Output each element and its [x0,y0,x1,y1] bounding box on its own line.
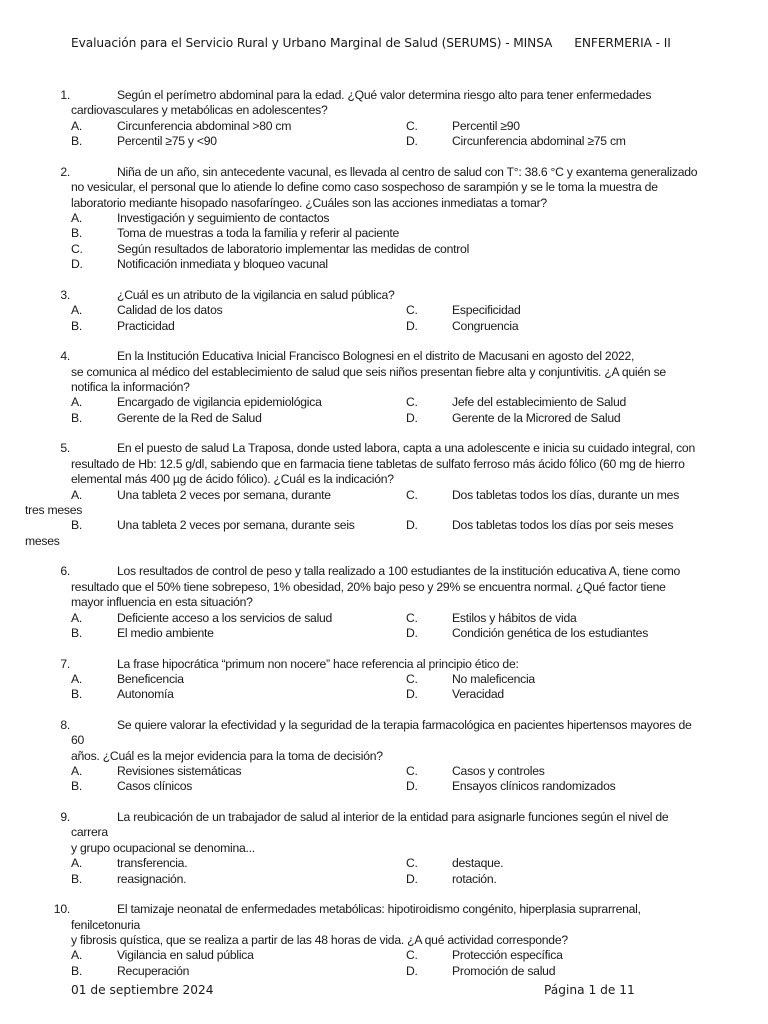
option-letter: B. [71,518,83,533]
option-letter: D. [406,963,418,978]
option-letter: B. [71,871,83,886]
option-letter: D. [406,687,418,702]
option-text: Vigilancia en salud pública [117,948,254,963]
option-letter: C. [406,303,418,318]
option-row [0,764,768,779]
answer-option[interactable] [406,948,563,963]
option-text: reasignación. [117,871,187,886]
option-letter: C. [406,948,418,963]
stem-text: elemental más 400 µg de ácido fólico). ¿Cuál es la indicación? [71,472,394,487]
question-number: 5. [60,441,70,456]
option-letter: B. [71,134,83,149]
option-letter: C. [71,241,83,256]
answer-option[interactable] [406,964,555,979]
option-letter: C. [406,764,418,779]
answer-option[interactable] [406,626,648,641]
options-group [0,303,768,334]
answer-option[interactable] [71,672,184,687]
option-text: Gerente de la Red de Salud [117,410,262,425]
option-row [0,257,768,272]
option-letter: A. [71,610,83,625]
answer-option[interactable] [406,303,521,318]
question-stem-line [71,841,701,856]
option-row [0,856,768,871]
option-letter: C. [406,610,418,625]
stem-text: En el puesto de salud La Traposa, donde usted labora, capta a una adolescente e inicia su cuidado integral, con [117,441,695,456]
option-letter: D. [406,318,418,333]
question-number: 8. [60,717,70,732]
option-text: Casos clínicos [117,779,193,794]
question-item [0,88,768,150]
stem-text: La reubicación de un trabajador de salud al interior de la entidad para asignarle funciones según el nivel de carrera [71,810,669,840]
stem-text: y grupo ocupacional se denomina... [71,840,255,855]
option-text-continued: tres meses [25,502,83,517]
question-stem-line [71,564,701,579]
option-row [0,672,768,687]
question-stem-line [71,457,701,472]
option-text: Deficiente acceso a los servicios de salud [117,610,333,625]
option-letter: C. [406,118,418,133]
question-item [0,810,768,887]
answer-option[interactable] [406,856,503,871]
option-text: Toma de muestras a toda la familia y referir al paciente [117,226,400,241]
question-stem-line [71,902,701,933]
stem-text: Niña de un año, sin antecedente vacunal, es llevada al centro de salud con T°: 38.6 °C y exantema generalizado [117,164,698,179]
option-row [0,134,768,149]
answer-option[interactable] [406,872,497,887]
option-letter: A. [71,671,83,686]
option-text: Jefe del establecimiento de Salud [452,395,627,410]
answer-option[interactable] [406,119,520,134]
question-stem [0,564,701,610]
option-text: Percentil ≥75 y <90 [117,134,217,149]
answer-option[interactable] [406,134,626,149]
option-letter: B. [71,687,83,702]
question-stem [0,657,701,672]
answer-option[interactable] [71,411,262,426]
option-text: Circunferencia abdominal >80 cm [117,118,292,133]
header-course: ENFERMERIA - II [574,36,671,50]
option-text: Condición genética de los estudiantes [452,625,649,640]
question-stem-line [71,749,701,764]
question-stem [0,165,701,211]
option-letter: A. [71,764,83,779]
stem-text: ¿Cuál es un atributo de la vigilancia en salud pública? [117,287,395,302]
option-row [0,626,768,641]
question-stem-line [71,472,701,487]
stem-text: no vesicular, el personal que lo atiende lo define como caso sospechoso de sarampión y se le toma la muestra de [71,180,658,195]
option-letter: C. [406,671,418,686]
options-group [0,211,768,273]
option-letter: A. [71,856,83,871]
option-row [0,611,768,626]
option-row [0,948,768,963]
stem-text: Los resultados de control de peso y talla realizado a 100 estudiantes de la institución educativa A, tiene como [117,564,681,579]
answer-option[interactable] [406,411,620,426]
question-stem [0,441,701,487]
option-text: Casos y controles [452,764,545,779]
answer-option[interactable] [406,779,615,794]
option-text: Protección específica [452,948,563,963]
stem-text: se comunica al médico del establecimiento de salud que seis niños presentan fiebre alta y conjuntivitis. ¿A quién se [71,364,666,379]
question-stem-line [71,365,701,380]
option-text: rotación. [452,871,497,886]
question-number: 1. [60,88,70,102]
stem-text: Según el perímetro abdominal para la edad. ¿Qué valor determina riesgo alto para tener enfermedades [117,88,652,102]
question-stem-line [71,380,701,395]
option-row [0,242,768,257]
stem-text: años. ¿Cuál es la mejor evidencia para la toma de decisión? [71,748,383,763]
options-group [0,611,768,642]
option-row [0,119,768,134]
stem-text: y fibrosis quística, que se realiza a partir de las 48 horas de vida. ¿A qué actividad corresponde? [71,933,568,948]
question-number: 3. [60,287,70,302]
question-stem-line [71,103,701,118]
stem-text: resultado que el 50% tiene sobrepeso, 1% obesidad, 20% bajo peso y 29% se encuentra normal. ¿Qué factor tiene [71,579,666,594]
question-stem [0,349,701,395]
option-letter: A. [71,211,83,225]
question-number: 4. [60,349,70,364]
question-item [0,564,768,641]
option-letter: C. [406,856,418,871]
answer-option[interactable] [71,872,186,887]
option-row [0,518,768,549]
option-row [0,687,768,702]
option-letter: B. [71,625,83,640]
answer-option[interactable] [406,488,679,503]
question-stem-line [71,349,701,364]
option-text: Gerente de la Microred de Salud [452,410,621,425]
question-item [0,288,768,334]
answer-option[interactable] [71,626,214,641]
option-text: No maleficencia [452,671,535,686]
question-stem-line [71,441,701,456]
option-letter: A. [71,118,83,133]
option-text: Investigación y seguimiento de contactos [117,211,330,225]
option-text: Encargado de vigilancia epidemiológica [117,395,322,410]
header-title: Evaluación para el Servicio Rural y Urbano Marginal de Salud (SERUMS) - MINSA [71,36,553,50]
option-letter: D. [406,410,418,425]
option-row [0,303,768,318]
answer-option[interactable] [25,518,355,549]
option-row [0,872,768,887]
option-letter: B. [71,318,83,333]
option-letter: C. [406,487,418,502]
option-letter: D. [406,518,418,533]
option-text-continued: meses [25,533,60,548]
question-stem [0,902,701,948]
option-text: Estilos y hábitos de vida [452,610,577,625]
question-number: 6. [60,564,70,579]
option-text: Recuperación [117,963,190,978]
stem-text: notifica la información? [71,379,190,394]
question-number: 7. [60,656,70,671]
option-letter: D. [406,134,418,149]
options-group [0,672,768,703]
answer-option[interactable] [71,779,192,794]
question-stem-line [71,165,701,180]
option-text: Veracidad [452,687,504,702]
question-number: 2. [60,164,70,179]
question-stem-line [71,657,701,672]
option-letter: B. [71,410,83,425]
answer-option[interactable] [71,119,291,134]
question-stem-line [71,718,701,749]
answer-option[interactable] [406,518,673,533]
footer-page-number: Página 1 de 11 [544,983,635,997]
question-item [0,441,768,549]
footer-date: 01 de septiembre 2024 [71,983,214,997]
answer-option[interactable] [406,611,577,626]
answer-option[interactable] [71,764,241,779]
question-number: 10. [53,902,70,917]
option-text: destaque. [452,856,504,871]
answer-option[interactable] [71,687,174,702]
answer-option[interactable] [71,948,254,963]
question-item [0,165,768,273]
answer-option[interactable] [71,303,222,318]
option-row [0,226,768,241]
options-group [0,948,768,979]
question-stem [0,810,701,856]
answer-option[interactable] [71,964,189,979]
question-item [0,902,768,979]
answer-option[interactable] [71,319,175,334]
question-item [0,718,768,795]
question-stem [0,718,701,764]
answer-option[interactable] [71,611,332,626]
stem-text: laboratorio mediante hisopado nasofaríngeo. ¿Cuáles son las acciones inmediatas a tomar? [71,195,547,210]
stem-text: mayor influencia en esta situación? [71,595,253,610]
option-row [0,779,768,794]
question-stem-line [71,580,701,595]
answer-option[interactable] [71,257,328,272]
answer-option[interactable] [71,134,217,149]
answer-option[interactable] [71,242,469,257]
option-letter: D. [71,257,83,272]
stem-text: cardiovasculares y metabólicas en adolescentes? [71,103,328,118]
option-text: Revisiones sistemáticas [117,764,242,779]
stem-text: Se quiere valorar la efectividad y la seguridad de la terapia farmacológica en pacientes hipertensos mayores de 60 [71,717,692,748]
option-text: Beneficencia [117,671,184,686]
options-group [0,856,768,887]
option-text: Especificidad [452,303,521,318]
option-letter: A. [71,487,83,502]
question-number: 9. [60,810,70,825]
option-text: Ensayos clínicos randomizados [452,779,616,794]
answer-option[interactable] [71,856,187,871]
option-text: Según resultados de laboratorio implementar las medidas de control [117,241,470,256]
answer-option[interactable] [71,211,329,226]
option-text: Una tableta 2 veces por semana, durante seis [117,518,355,533]
option-text: Autonomía [117,687,174,702]
question-stem-line [71,288,701,303]
option-text: Notificación inmediata y bloqueo vacunal [117,257,328,272]
stem-text: En la Institución Educativa Inicial Francisco Bolognesi en el distrito de Macusani en agosto del 2022, [117,349,635,364]
questions-list [0,88,768,994]
stem-text: El tamizaje neonatal de enfermedades metabólicas: hipotiroidismo congénito, hiperplasia suprarrenal, fenilcetonuria [71,902,641,932]
option-text: Dos tabletas todos los días por seis meses [452,518,674,533]
question-stem-line [71,88,701,103]
option-text: Percentil ≥90 [452,118,520,133]
answer-option[interactable] [406,672,535,687]
option-text: Dos tabletas todos los días, durante un mes [452,487,680,502]
question-item [0,349,768,426]
option-letter: A. [71,395,83,410]
option-text: Promoción de salud [452,963,556,978]
option-text: El medio ambiente [117,625,214,640]
options-group [0,488,768,550]
stem-text: La frase hipocrática “primum non nocere” hace referencia al principio ético de: [117,656,519,671]
option-row [0,319,768,334]
option-text: Calidad de los datos [117,303,223,318]
option-text: Practicidad [117,318,175,333]
option-row [0,488,768,519]
option-letter: D. [406,779,418,794]
option-text: Una tableta 2 veces por semana, durante [117,487,331,502]
option-text: Circunferencia abdominal ≥75 cm [452,134,626,149]
answer-option[interactable] [71,226,399,241]
option-letter: A. [71,303,83,318]
option-letter: A. [71,948,83,963]
answer-option[interactable] [406,687,504,702]
option-text: Congruencia [452,318,519,333]
question-stem [0,88,701,119]
question-stem-line [71,180,701,195]
question-stem-line [71,810,701,841]
option-letter: B. [71,779,83,794]
question-stem-line [71,595,701,610]
answer-option[interactable] [406,764,545,779]
option-row [0,964,768,979]
option-letter: D. [406,625,418,640]
page-header [71,36,671,50]
option-letter: D. [406,871,418,886]
option-letter: C. [406,395,418,410]
options-group [0,395,768,426]
option-row [0,211,768,226]
question-item [0,657,768,703]
option-text: transferencia. [117,856,188,871]
answer-option[interactable] [25,487,331,519]
option-row [0,411,768,426]
option-letter: B. [71,226,83,241]
answer-option[interactable] [406,319,518,334]
question-stem [0,288,701,303]
question-stem-line [71,933,701,948]
options-group [0,764,768,795]
answer-option[interactable] [71,395,322,410]
stem-text: resultado de Hb: 12.5 g/dl, sabiendo que en farmacia tiene tabletas de sulfato ferroso más ácido fólico (60 mg de hierro [71,456,685,471]
answer-option[interactable] [406,395,626,410]
question-stem-line [71,196,701,211]
option-letter: B. [71,963,83,978]
options-group [0,119,768,150]
option-row [0,395,768,410]
